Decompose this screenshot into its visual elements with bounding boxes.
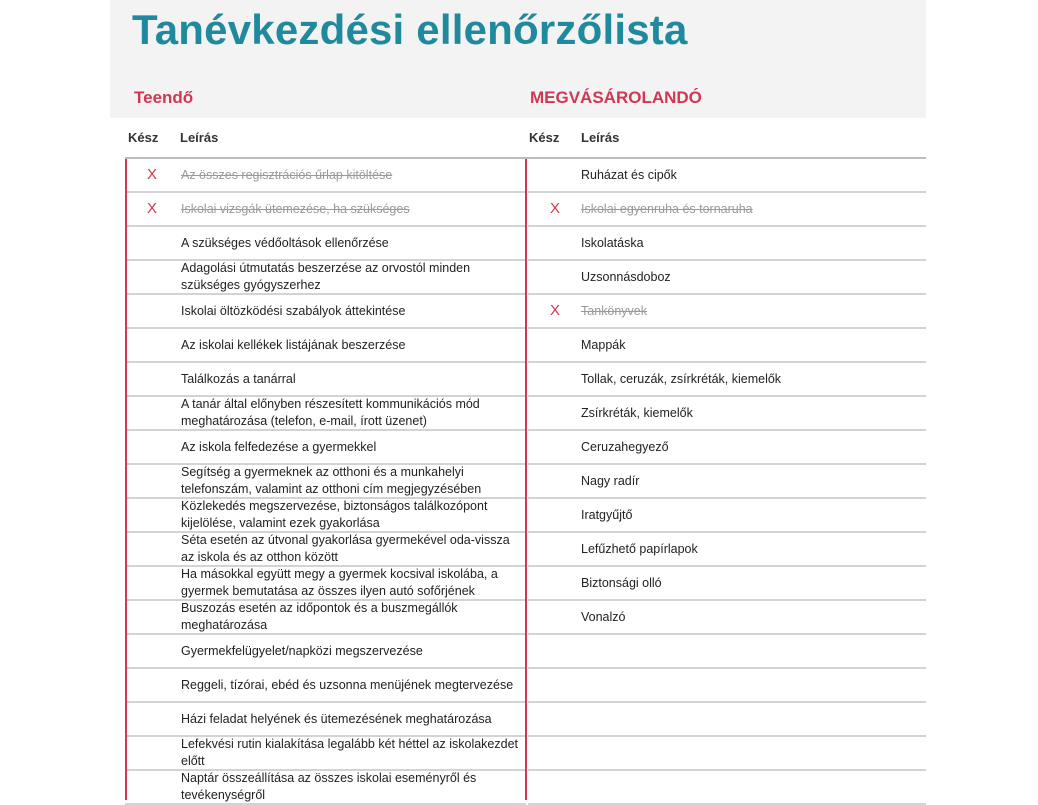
todo-row[interactable] [125,295,526,329]
description-cell [181,533,521,565]
item-description: Házi feladat helyének és ütemezésének meghatározása [181,711,492,726]
done-mark[interactable] [125,329,179,361]
done-mark[interactable] [125,635,179,667]
item-description: Az összes regisztrációs űrlap kitöltése [181,167,393,182]
done-mark[interactable] [528,465,582,497]
todo-row[interactable] [125,363,526,397]
shopping-row[interactable] [528,703,926,737]
description-cell [181,635,521,667]
item-description: Reggeli, tízórai, ebéd és uzsonna menüjének megtervezése [181,677,514,692]
item-description: Tankönyvek [581,303,648,318]
description-cell [581,737,911,769]
shopping-row[interactable] [528,193,926,227]
done-mark[interactable] [528,737,582,769]
todo-row[interactable] [125,193,526,227]
todo-row[interactable] [125,397,526,431]
description-cell [581,601,911,633]
done-mark[interactable] [125,771,179,803]
shopping-col-done-header: Kész [529,130,560,145]
shopping-row[interactable] [528,363,926,397]
shopping-heading: MEGVÁSÁROLANDÓ [530,88,702,107]
todo-row[interactable] [125,601,526,635]
done-mark[interactable] [528,635,582,667]
done-mark[interactable] [528,159,582,191]
item-description: Iskolai egyenruha és tornaruha [581,201,753,216]
shopping-row[interactable] [528,295,926,329]
done-mark[interactable] [125,261,179,293]
column-divider [525,159,527,800]
done-mark[interactable] [125,397,179,429]
todo-row[interactable] [125,227,526,261]
item-description: Mappák [581,337,626,352]
todo-row[interactable] [125,261,526,295]
description-cell [581,261,911,293]
todo-row[interactable] [125,669,526,703]
item-description: Biztonsági olló [581,575,662,590]
todo-row[interactable] [125,159,526,193]
item-description: Naptár összeállítása az összes iskolai eseményről és tevékenységről [181,771,477,802]
description-cell [581,227,911,259]
todo-row[interactable] [125,431,526,465]
description-cell [181,227,521,259]
description-cell [581,771,911,803]
description-cell [581,159,911,191]
item-description: Séta esetén az útvonal gyakorlása gyermekével oda-vissza az iskola és az otthon között [181,533,510,564]
description-cell [181,771,521,803]
done-mark[interactable] [528,567,582,599]
done-mark[interactable] [125,431,179,463]
shopping-row[interactable] [528,635,926,669]
item-description: Adagolási útmutatás beszerzése az orvostól minden szükséges gyógyszerhez [181,261,471,292]
shopping-row[interactable] [528,465,926,499]
shopping-row[interactable] [528,601,926,635]
item-description: Iskolai öltözködési szabályok áttekintése [181,303,406,318]
item-description: A tanár által előnyben részesített kommunikációs mód meghatározása (telefon, e-mail, írott üzenet) [181,397,480,428]
done-mark[interactable] [125,533,179,565]
checklist-sheet [110,0,926,800]
description-cell [181,601,521,633]
item-description: Lefekvési rutin kialakítása legalább két héttel az iskolakezdet előtt [181,737,518,768]
description-cell [581,397,911,429]
shopping-row[interactable] [528,669,926,703]
done-mark[interactable] [528,397,582,429]
shopping-row[interactable] [528,397,926,431]
description-cell [181,431,521,463]
shopping-row[interactable] [528,261,926,295]
shopping-row[interactable] [528,159,926,193]
done-mark[interactable] [528,431,582,463]
shopping-row[interactable] [528,567,926,601]
description-cell [581,669,911,701]
item-description: Iskolatáska [581,235,644,250]
shopping-row[interactable] [528,737,926,771]
done-mark[interactable] [125,227,179,259]
shopping-col-desc-header: Leírás [581,130,620,145]
item-description: Uzsonnásdoboz [581,269,671,284]
todo-heading: Teendő [134,88,194,107]
description-cell [181,567,521,599]
description-cell [181,703,521,735]
description-cell [181,295,521,327]
done-mark[interactable] [125,669,179,701]
todo-row[interactable] [125,635,526,669]
item-description: Zsírkréták, kiemelők [581,405,693,420]
done-mark[interactable] [125,567,179,599]
item-description: Ceruzahegyező [581,439,669,454]
todo-col-desc-header: Leírás [180,130,219,145]
todo-row[interactable] [125,465,526,499]
item-description: Segítség a gyermeknek az otthoni és a munkahelyi telefonszám, valamint az otthoni cím megjegyzésében [181,465,482,496]
item-description: Vonalzó [581,609,626,624]
description-cell [181,193,521,225]
done-mark[interactable] [125,465,179,497]
todo-row[interactable] [125,499,526,533]
description-cell [581,193,911,225]
item-description: A szükséges védőoltások ellenőrzése [181,235,389,250]
page-title: Tanévkezdési ellenőrzőlista [132,6,688,53]
description-cell [181,363,521,395]
description-cell [581,567,911,599]
description-cell [181,329,521,361]
description-cell [581,363,911,395]
todo-table [125,159,526,805]
done-mark[interactable] [528,329,582,361]
todo-row[interactable] [125,737,526,771]
description-cell [181,465,521,497]
todo-col-done-header: Kész [128,130,159,145]
done-mark[interactable] [528,703,582,735]
done-mark[interactable]: X [146,166,157,183]
done-mark[interactable] [125,601,179,633]
item-description: Gyermekfelügyelet/napközi megszervezése [181,643,423,658]
description-cell [581,465,911,497]
description-cell [581,533,911,565]
done-mark[interactable] [528,669,582,701]
item-description: Iratgyűjtő [581,507,633,522]
todo-row[interactable] [125,703,526,737]
description-cell [181,261,521,293]
todo-row[interactable] [125,329,526,363]
item-description: Közlekedés megszervezése, biztonságos találkozópont kijelölése, valamint ezek gyakorlása [181,499,488,530]
description-cell [581,635,911,667]
item-description: Tollak, ceruzák, zsírkréták, kiemelők [581,371,782,386]
done-mark[interactable] [125,703,179,735]
done-mark[interactable] [528,227,582,259]
description-cell [181,669,521,701]
description-cell [181,737,521,769]
description-cell [581,431,911,463]
item-description: Nagy radír [581,473,640,488]
shopping-row[interactable] [528,533,926,567]
description-cell [181,499,521,531]
done-mark[interactable] [125,363,179,395]
shopping-row[interactable] [528,499,926,533]
done-mark[interactable] [528,533,582,565]
item-description: Az iskolai kellékek listájának beszerzése [181,337,406,352]
item-description: Ha másokkal együtt megy a gyermek kocsival iskolába, a gyermek bemutatása az összes ilyen autó sofőrjének [181,567,498,598]
shopping-table [528,159,926,805]
item-description: Buszozás esetén az időpontok és a buszmegállók meghatározása [181,601,458,632]
done-mark[interactable] [125,295,179,327]
done-mark[interactable] [528,363,582,395]
todo-row[interactable] [125,567,526,601]
done-mark[interactable] [125,737,179,769]
shopping-row[interactable] [528,227,926,261]
done-mark[interactable] [528,601,582,633]
todo-row[interactable] [125,533,526,567]
done-mark[interactable]: X [549,302,560,319]
description-cell [581,295,911,327]
item-description: Ruházat és cipők [581,167,677,182]
description-cell [581,499,911,531]
done-mark[interactable]: X [549,200,560,217]
item-description: Az iskola felfedezése a gyermekkel [181,439,377,454]
description-cell [581,329,911,361]
done-mark[interactable] [528,499,582,531]
item-description: Találkozás a tanárral [181,371,296,386]
description-cell [181,159,521,191]
item-description: Lefűzhető papírlapok [581,541,698,556]
done-mark[interactable] [125,499,179,531]
done-mark[interactable] [528,261,582,293]
shopping-row[interactable] [528,431,926,465]
todo-left-border [125,159,127,800]
shopping-row[interactable] [528,329,926,363]
done-mark[interactable]: X [146,200,157,217]
description-cell [581,703,911,735]
description-cell [181,397,521,429]
done-mark[interactable] [528,771,582,803]
item-description: Iskolai vizsgák ütemezése, ha szükséges [181,201,410,216]
